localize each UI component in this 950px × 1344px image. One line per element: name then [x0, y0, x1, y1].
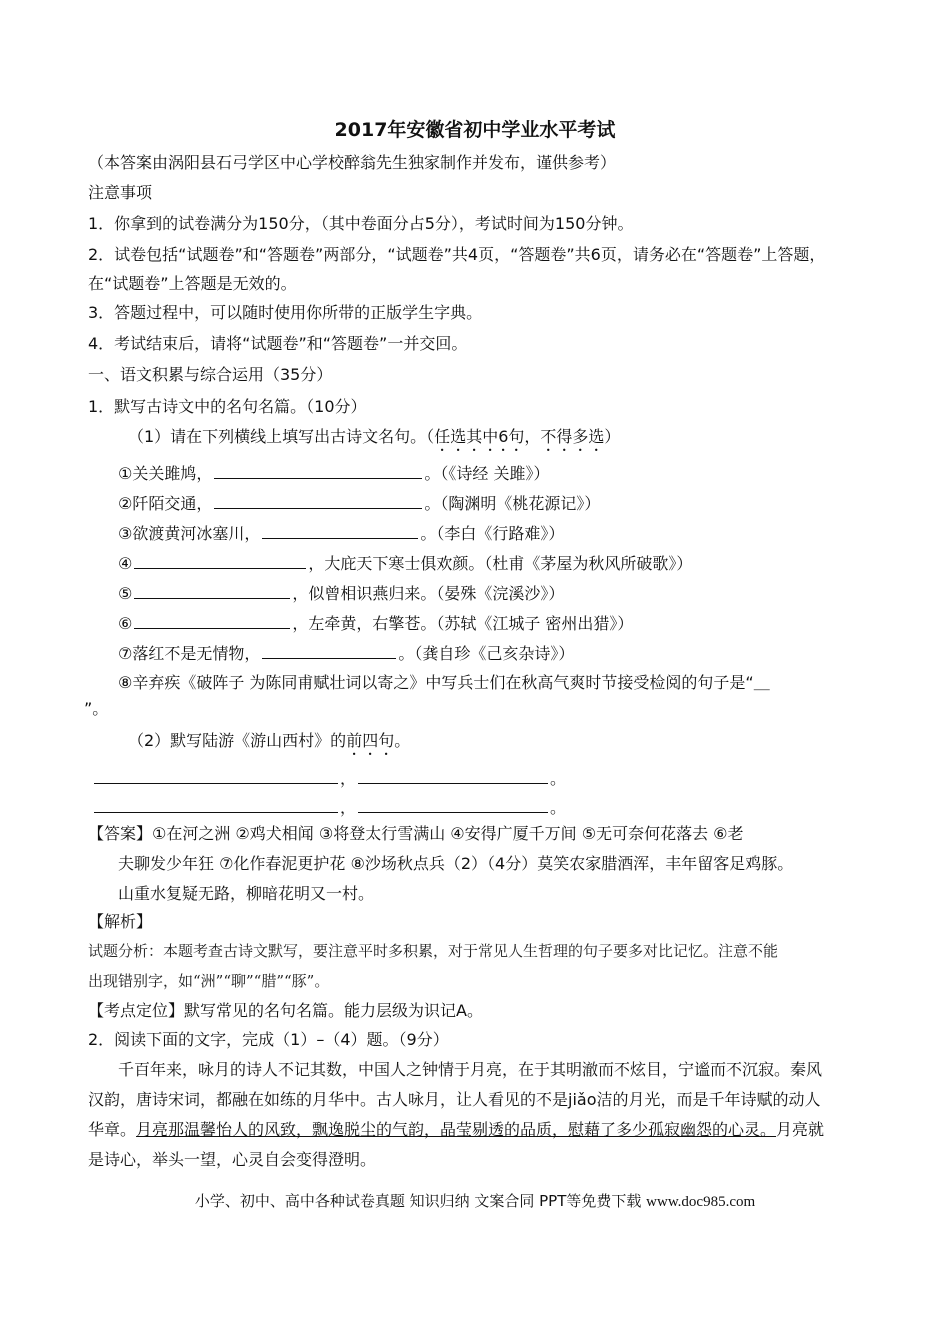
fill-item: ⑧辛弃疾《破阵子 为陈同甫赋壮词以寄之》中写兵士们在秋高气爽时节接受检阅的句子是“＿: [118, 673, 770, 692]
notice-item: 3．答题过程中，可以随时使用你所带的正版学生字典。: [88, 303, 483, 322]
answer-blank[interactable]: [94, 767, 338, 784]
passage-text: 华章。月亮那温馨怡人的风致，飘逸脱尘的气韵，晶莹剔透的品质，慰藉了多少孤寂幽怨的心灵。月亮就: [88, 1120, 825, 1139]
fill-item-continuation: ”。: [84, 699, 109, 718]
analysis-text: 试题分析：本题考查古诗文默写，要注意平时多积累，对于常见人生哲理的句子要多对比记忆。注意不能: [88, 942, 779, 960]
notice-heading: 注意事项: [88, 183, 153, 202]
answer-blank[interactable]: [214, 462, 422, 479]
kaodian-text: 【考点定位】默写常见的名句名篇。能力层级为识记A。: [88, 1001, 483, 1020]
question-2-heading: 2．阅读下面的文字，完成（1）–（4）题。（9分）: [88, 1030, 449, 1049]
footer: [0, 1190, 950, 1213]
emphasis-text: 任选其中6句，不得多选: [434, 427, 605, 446]
poem-answer-row: ， 。: [92, 796, 566, 819]
answer-blank[interactable]: [134, 552, 306, 569]
answer-text: 山重水复疑无路，柳暗花明又一村。: [118, 884, 375, 903]
notice-item: 4．考试结束后，请将“试题卷”和“答题卷”一并交回。: [88, 334, 468, 353]
passage-text: 汉韵，唐诗宋词，都融在如练的月华中。古人咏月，让人看见的不是jiǎo洁的月光，而是千年诗赋的动人: [88, 1090, 821, 1109]
answer-blank[interactable]: [94, 796, 338, 813]
underlined-sentence: 月亮那温馨怡人的风致，飘逸脱尘的气韵，晶莹剔透的品质，慰藉了多少孤寂幽怨的心灵。: [136, 1120, 777, 1139]
fill-item: ⑦落红不是无情物， 。（龚自珍《己亥杂诗》）: [118, 644, 575, 663]
answer-text: 【答案】①在河之洲 ②鸡犬相闻 ③将登太行雪满山 ④安得广厦千万间 ⑤无可奈何花落去 ⑥老: [88, 824, 744, 843]
question-1-part-1-instruction: （1）请在下列横线上填写出古诗文名句。（任选其中6句，不得多选）: [128, 427, 621, 446]
fill-item: ③欲渡黄河冰塞川， 。（李白《行路难》）: [118, 524, 565, 543]
notice-item: 在“试题卷”上答题是无效的。: [88, 274, 297, 293]
footer-text: 小学、初中、高中各种试卷真题 知识归纳 文案合同 PPT等免费下载: [194, 1192, 647, 1210]
answer-blank[interactable]: [262, 522, 418, 539]
passage-text: 是诗心，举头一望，心灵自会变得澄明。: [88, 1150, 377, 1169]
subtitle: （本答案由涡阳县石弓学区中心学校醉翁先生独家制作并发布，谨供参考）: [88, 153, 617, 172]
section-heading: 一、语文积累与综合运用（35分）: [88, 365, 333, 384]
fill-item: ②阡陌交通， 。（陶渊明《桃花源记》）: [118, 494, 601, 513]
answer-blank[interactable]: [358, 796, 548, 813]
passage-text: 千百年来，咏月的诗人不记其数，中国人之钟情于月亮，在于其明澈而不炫目，宁谧而不沉寂。秦风: [118, 1060, 823, 1079]
analysis-text: 出现错别字，如“洲”“聊”“腊”“豚”。: [88, 972, 330, 990]
question-1-heading: 1．默写古诗文中的名句名篇。（10分）: [88, 397, 367, 416]
poem-answer-row: ， 。: [92, 767, 566, 790]
answer-blank[interactable]: [262, 642, 396, 659]
answer-blank[interactable]: [134, 612, 290, 629]
page-title: 2017年安徽省初中学业水平考试: [334, 119, 616, 141]
fill-item: ⑤ ，似曾相识燕归来。（晏殊《浣溪沙》）: [118, 584, 565, 603]
question-1-part-2-instruction: （2）默写陆游《游山西村》的前四句。: [128, 731, 411, 750]
fill-item: ⑥ ，左牵黄，右擎苍。（苏轼《江城子 密州出猎》）: [118, 614, 634, 633]
fill-item: ①关关雎鸠， 。（《诗经 关雎》）: [118, 464, 550, 483]
notice-item: 1．你拿到的试卷满分为150分，（其中卷面分占5分），考试时间为150分钟。: [88, 214, 634, 233]
footer-url[interactable]: www.doc985.com: [646, 1194, 756, 1210]
answer-blank[interactable]: [214, 492, 422, 509]
notice-item: 2．试卷包括“试题卷”和“答题卷”两部分，“试题卷”共4页，“答题卷”共6页，请务必在“答题卷”上答题，: [88, 245, 826, 264]
emphasis-text: 前四句: [346, 731, 395, 750]
answer-blank[interactable]: [134, 582, 290, 599]
answer-text: 夫聊发少年狂 ⑦化作春泥更护花 ⑧沙场秋点兵（2）（4分）莫笑农家腊酒浑，丰年留客足鸡豚。: [118, 854, 794, 873]
answer-blank[interactable]: [358, 767, 548, 784]
fill-item: ④ ，大庇天下寒士俱欢颜。（杜甫《茅屋为秋风所破歌》）: [118, 554, 693, 573]
analysis-heading: 【解析】: [88, 912, 153, 931]
